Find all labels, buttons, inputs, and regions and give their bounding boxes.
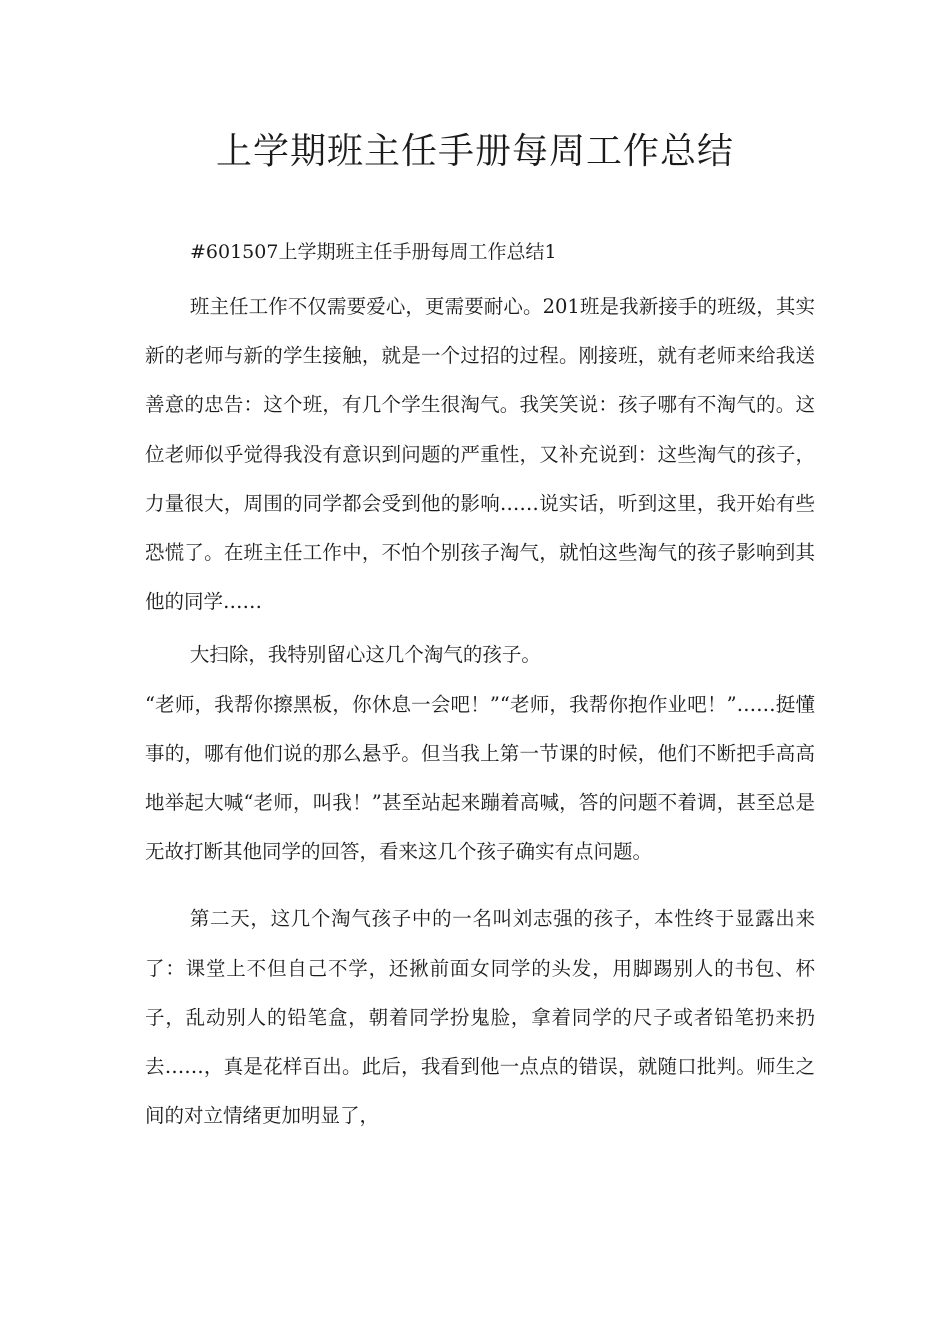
- document-body: [145, 282, 815, 1140]
- document-subtitle: #601507上学期班主任手册每周工作总结1: [190, 241, 557, 263]
- paragraph-4: 第二天，这几个淘气孩子中的一名叫刘志强的孩子，本性终于显露出来了：课堂上不但自己不学，还揪前面女同学的头发，用脚踢别人的书包、杯子，乱动别人的铅笔盒，朝着同学扮鬼脸，拿着同学的尺子或者铅笔扔来扔去……，真是花样百出。此后，我看到他一点点的错误，就随口批判。师生之间的对立情绪更加明显了，: [145, 907, 815, 1128]
- paragraph-1: 班主任工作不仅需要爱心，更需要耐心。201班是我新接手的班级，其实新的老师与新的学生接触，就是一个过招的过程。刚接班，就有老师来给我送善意的忠告：这个班，有几个学生很淘气。我笑笑说：孩子哪有不淘气的。这位老师似乎觉得我没有意识到问题的严重性，又补充说到：这些淘气的孩子，力量很大，周围的同学都会受到他的影响……说实话，听到这里，我开始有些恐慌了。在班主任工作中，不怕个别孩子淘气，就怕这些淘气的孩子影响到其他的同学……: [145, 295, 815, 614]
- paragraph-2: 大扫除，我特别留心这几个淘气的孩子。: [189, 643, 541, 667]
- paragraph-3: “老师，我帮你擦黑板，你休息一会吧！”“老师，我帮你抱作业吧！”……挺懂事的，哪有他们说的那么悬乎。但当我上第一节课的时候，他们不断把手高高地举起大喊“老师，叫我！”甚至站起来蹦着高喊，答的问题不着调，甚至总是无故打断其他同学的回答，看来这几个孩子确实有点问题。: [145, 692, 815, 864]
- document-title: 上学期班主任手册每周工作总结: [215, 131, 734, 172]
